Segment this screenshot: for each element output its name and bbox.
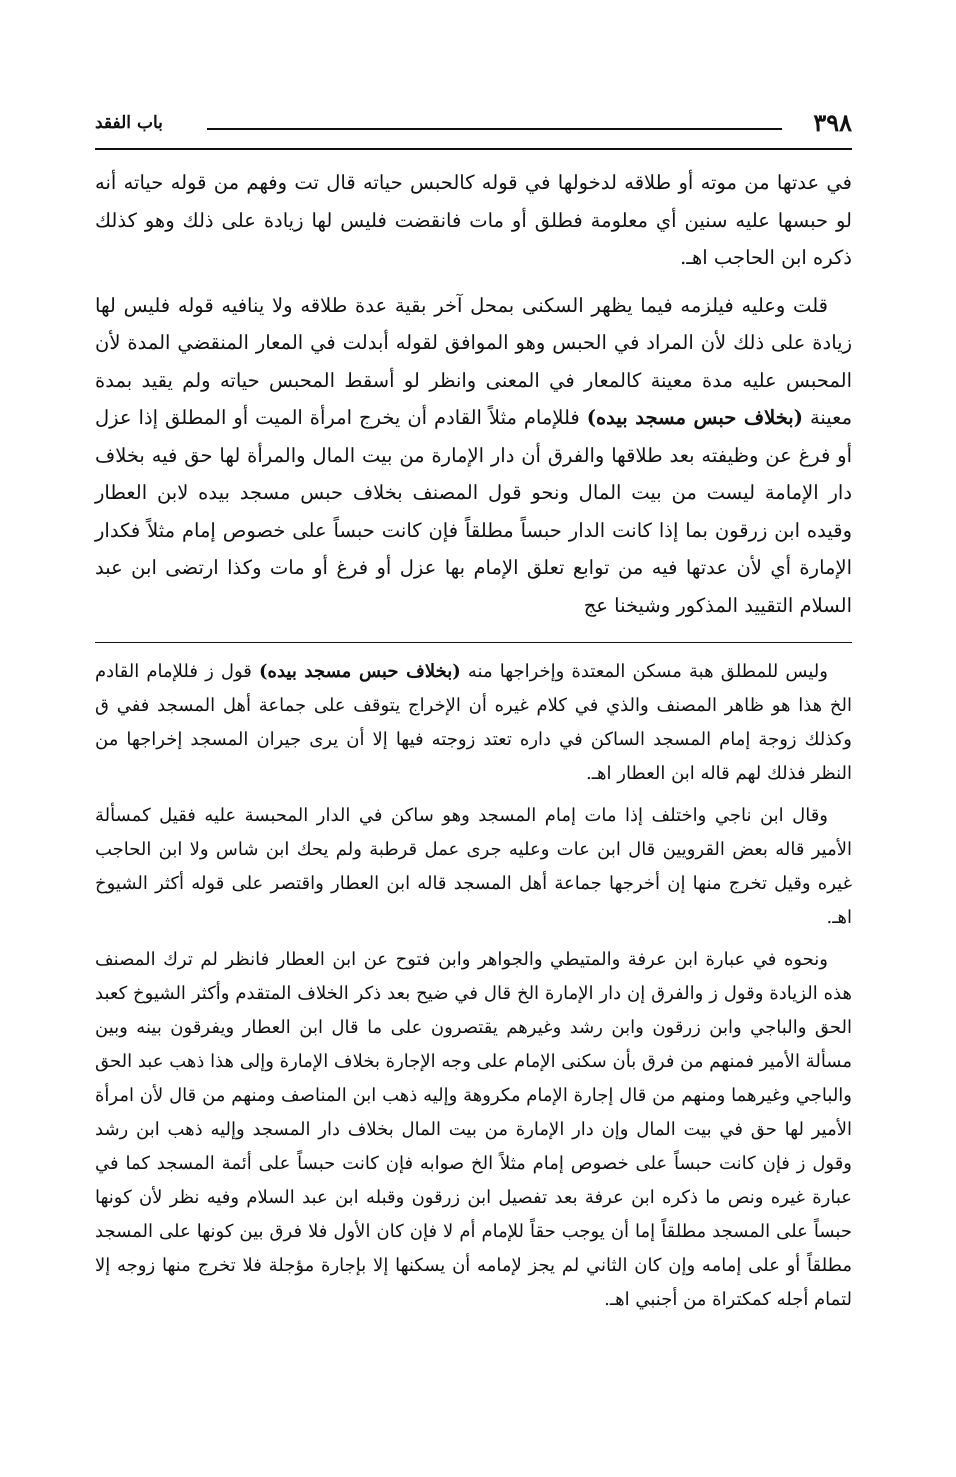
- book-page: [95, 108, 852, 1448]
- footnote-paragraph: [95, 799, 852, 935]
- main-text: [95, 164, 852, 624]
- chapter-title: باب الفقد: [95, 113, 163, 133]
- footnote-2-text: وقال ابن ناجي واختلف إذا مات إمام المسجد وهو ساكن في الدار المحبسة عليه فقيل كمسألة الأمير قاله بعض القرويين قال ابن عات وعليه جرى عمل قرطبة ولم يحك ابن شاس ولا ابن الحاجب غيره وقيل تخرج منها إن أخرجها جماعة أهل المسجد قاله ابن العطار واقتصر على قوله أكثر الشيوخ اهـ.: [95, 805, 852, 928]
- footnote-paragraph: [95, 943, 852, 1317]
- footnote-separator: [95, 642, 852, 643]
- footnotes: [95, 655, 852, 1317]
- page-number: ٣٩٨: [813, 108, 852, 137]
- footnote-1-text-b: قول ز فللإمام القادم الخ هذا هو ظاهر المصنف والذي في كلام غيره أن الإخراج يتوقف على جماعة أهل المسجد ففي ق وكذلك زوجة إمام المسجد الساكن في داره تعتد زوجته فيها إلا أن يرى جيران المسجد إخراجها من النظر فذلك لهم قاله ابن العطار اهـ.: [95, 661, 852, 784]
- main-paragraph-2-bold-quote: (بخلاف حبس مسجد بيده): [586, 406, 803, 429]
- footnote-3-text: ونحوه في عبارة ابن عرفة والمتيطي والجواهر وابن فتوح عن ابن العطار فانظر لم ترك المصنف هذه الزيادة وقول ز والفرق إن دار الإمارة الخ قال في ضيح بعد ذكر الخلاف المتقدم وأكثر الشيوخ كعبد الحق والباجي وابن زرقون وابن رشد وغيرهم يقتصرون على ما قال ابن العطار ويفرقون بينه وبين مسألة الأمير فمنهم من فرق بأن سكنى الإمام على وجه الإجارة بخلاف الإمارة وإلى هذا ذهب عبد الحق والباجي وغيرهما ومنهم من قال إجارة الإمام مكروهة وإليه ذهب ابن المناصف ومنهم من قال لأن امرأة الأمير لها حق في بيت المال وإن دار الإمارة من بيت المال بخلاف دار المسجد وإليه ذهب ابن رشد وقول ز فإن كانت حبساً على خصوص إمام مثلاً الخ صوابه فإن كانت حبساً على أئمة المسجد كما في عبارة غيره ونص ما ذكره ابن عرفة بعد تفصيل ابن زرقون وقبله ابن عبد السلام وفيه نظر لأن كونها حبساً على المسجد مطلقاً إما أن يوجب حقاً للإمام أم لا فإن كان الأول فلا فرق بين كونها على المسجد مطلقاً أو على إمامه وإن كان الثاني لم يجز لإمامه أن يسكنها إلا بإجارة مؤجلة فلا تخرج منها زوجه إلا لتمام أجله كمكتراة من أجنبي اهـ.: [95, 949, 852, 1310]
- header-rule: [95, 148, 852, 150]
- main-paragraph-2-text-a: قلت وعليه فيلزمه فيما يظهر السكنى بمحل آخر بقية عدة طلاقه ولا ينافيه قوله فليس لها زيادة على ذلك لأن المراد في الحبس وهو الموافق لقوله أبدلت في المعار المنقضي المدة لأن المحبس عليه مدة معينة كالمعار في المعنى وانظر لو أسقط المحبس حياته ولم يقيد بمدة معينة: [95, 293, 853, 429]
- main-paragraph: [95, 287, 852, 625]
- footnote-paragraph: [95, 655, 852, 791]
- footnote-1-text-a: وليس للمطلق هبة مسكن المعتدة وإخراجها منه: [467, 661, 828, 682]
- main-paragraph-1: في عدتها من موته أو طلاقه لدخولها في قوله كالحبس حياته قال تت وفهم من قوله حياته أنه لو حبسها عليه سنين أي معلومة فطلق أو مات فانقضت فليس لها زيادة على ذلك وهو كذلك ذكره ابن الحاجب اهـ.: [95, 171, 852, 269]
- main-paragraph-2-text-b: فللإمام مثلاً القادم أن يخرج امرأة الميت أو المطلق إذا عزل أو فرغ عن وظيفته بعد طلاقها والفرق أن دار الإمارة من بيت المال والمرأة لها حق فيه بخلاف دار الإمامة ليست من بيت المال ونحو قول المصنف بخلاف حبس مسجد بيده لابن العطار وقيده ابن زرقون بما إذا كانت الدار حبساً مطلقاً فإن كانت حبساً على خصوص إمام مثلاً فكدار الإمارة أي لأن عدتها فيه من توابع تعلق الإمام بها عزل أو فرغ أو مات وكذا ارتضى ابن عبد السلام التقييد المذكور وشيخنا عج: [95, 406, 853, 617]
- main-paragraph: [95, 164, 852, 277]
- footnote-1-bold-quote: (بخلاف حبس مسجد بيده): [259, 661, 461, 682]
- page-header: [95, 108, 852, 142]
- header-line: [207, 128, 782, 130]
